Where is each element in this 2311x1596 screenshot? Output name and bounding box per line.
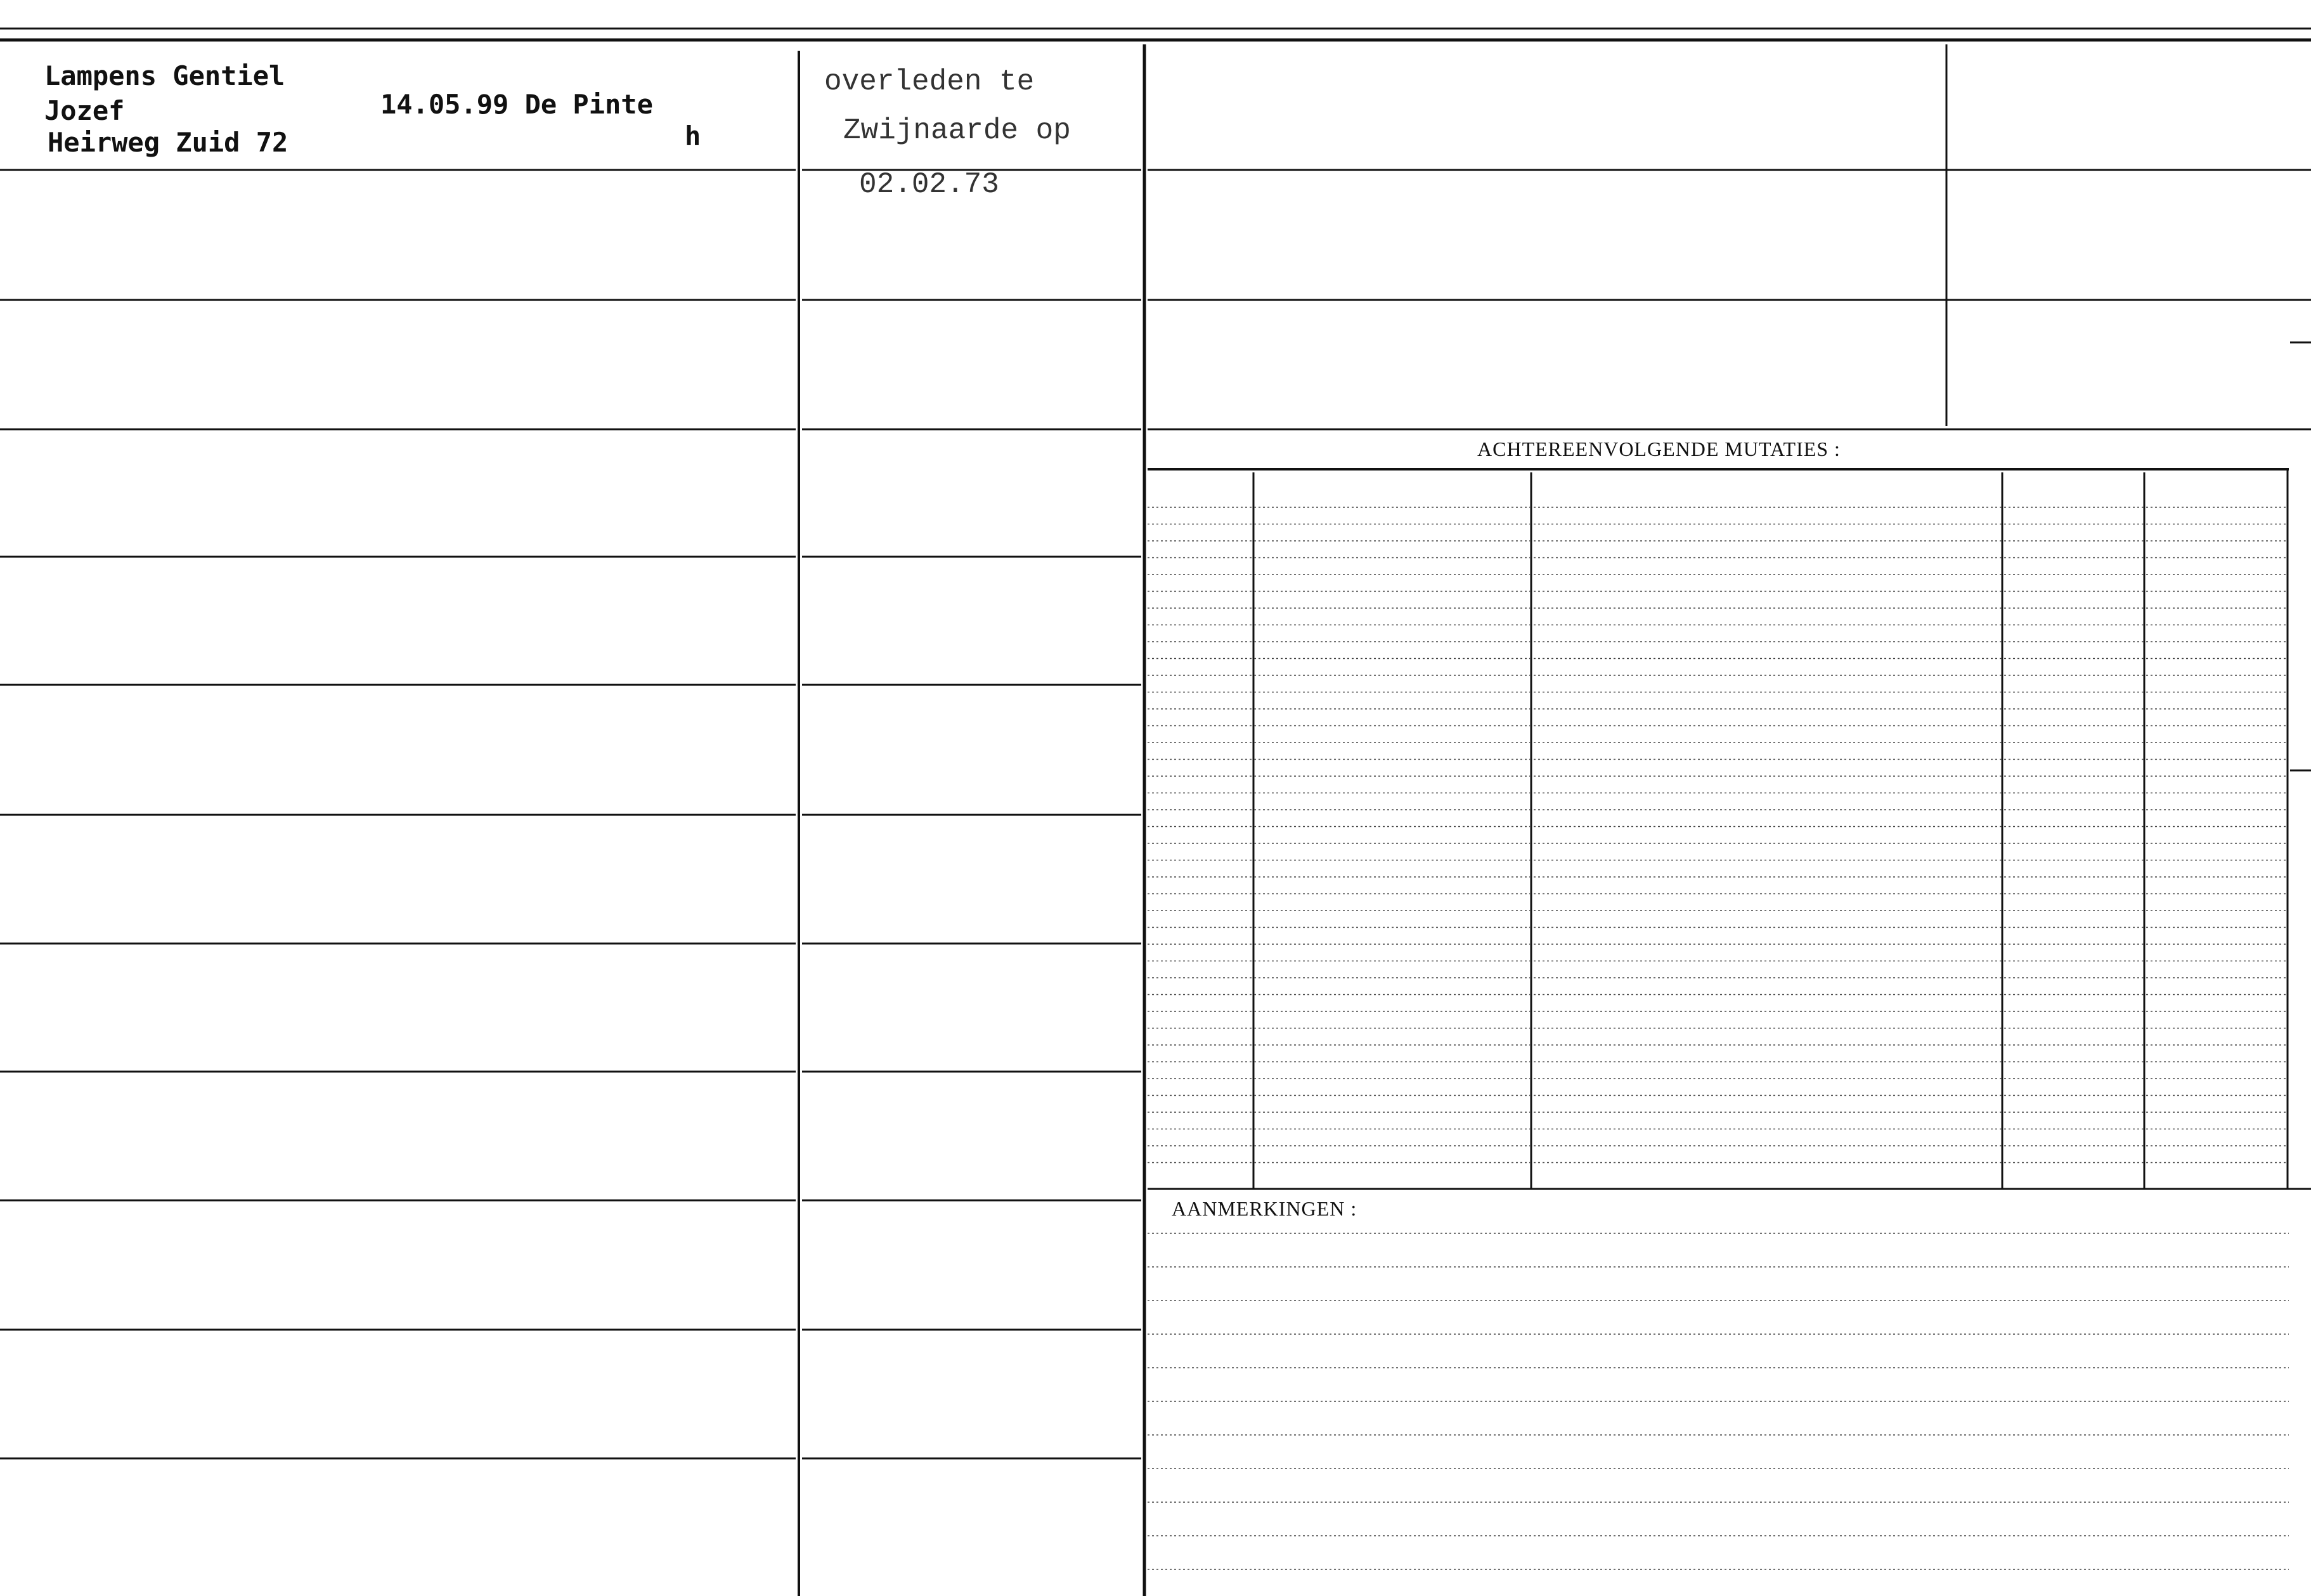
remark-line3: 02.02.73 xyxy=(859,168,999,201)
person-sex: h xyxy=(685,120,701,152)
remarks-title: AANMERKINGEN : xyxy=(1172,1197,1357,1220)
person-address: Heirweg Zuid 72 xyxy=(48,127,288,158)
person-name-line2: Jozef xyxy=(44,95,125,126)
remark-line2: Zwijnaarde op xyxy=(843,114,1071,147)
remark-line1: overleden te xyxy=(824,65,1035,98)
person-birth: 14.05.99 De Pinte xyxy=(380,89,653,120)
person-name-line1: Lampens Gentiel xyxy=(44,60,285,91)
mutations-title: ACHTEREENVOLGENDE MUTATIES : xyxy=(1477,438,1841,460)
